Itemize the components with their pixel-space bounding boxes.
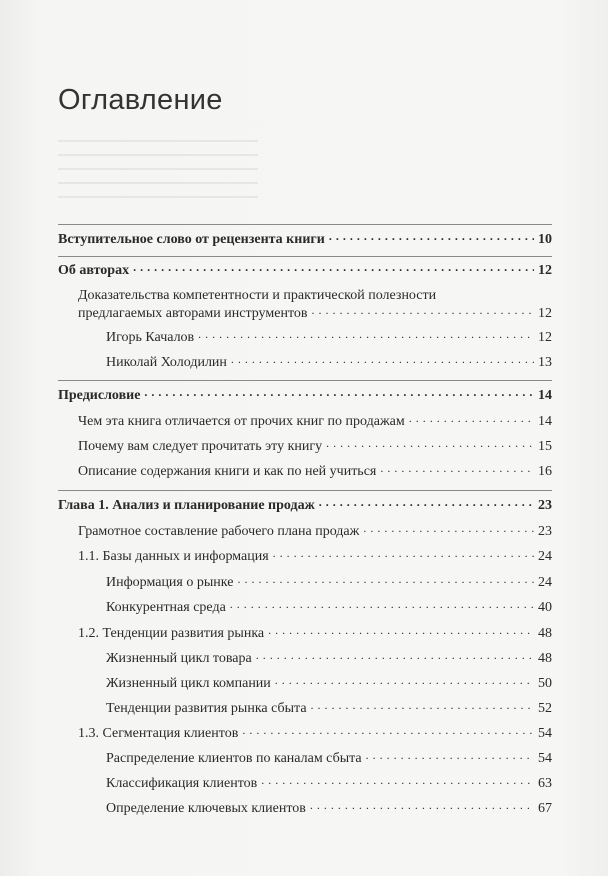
dot-leader xyxy=(311,305,534,317)
dot-leader xyxy=(366,750,534,762)
toc-entry xyxy=(106,574,552,591)
toc-entry-title: Классификация клиентов xyxy=(106,776,258,791)
toc-page-number: 16 xyxy=(538,464,552,479)
toc-entry xyxy=(78,725,552,742)
toc-page-number: 24 xyxy=(538,575,552,590)
toc-entry xyxy=(78,413,552,430)
toc-entry xyxy=(58,497,552,514)
toc-entry-title-line2: предлагаемых авторами инструментов xyxy=(78,306,308,321)
dot-leader xyxy=(329,231,534,243)
bleed-through-text xyxy=(58,140,258,200)
dot-leader xyxy=(237,574,534,586)
divider xyxy=(58,490,552,491)
toc-page-number: 50 xyxy=(538,676,552,691)
toc-page-number: 12 xyxy=(538,263,552,278)
toc-entry-title: 1.1. Базы данных и информация xyxy=(78,549,269,564)
toc-entry-title: Глава 1. Анализ и планирование продаж xyxy=(58,498,315,513)
toc-entry-title: Тенденции развития рынка сбыта xyxy=(106,701,307,716)
toc-entry xyxy=(78,523,552,540)
dot-leader xyxy=(230,599,534,611)
toc-entry xyxy=(106,329,552,346)
dot-leader xyxy=(133,262,534,274)
dot-leader xyxy=(310,800,534,812)
toc-entry-title: 1.3. Сегментация клиентов xyxy=(78,726,239,741)
toc-entry-title: Жизненный цикл товара xyxy=(106,651,252,666)
toc-entry-title: Николай Холодилин xyxy=(106,355,227,370)
page-title: Оглавление xyxy=(58,84,223,116)
toc-page-number: 48 xyxy=(538,651,552,666)
toc-entry xyxy=(58,262,552,279)
toc-entry-title: Игорь Качалов xyxy=(106,330,195,345)
dot-leader xyxy=(363,523,534,535)
toc-page-number: 13 xyxy=(538,355,552,370)
toc-entry-title: 1.2. Тенденции развития рынка xyxy=(78,626,265,641)
toc-entry xyxy=(106,750,552,767)
toc-entry-title: Чем эта книга отличается от прочих книг по продажам xyxy=(78,414,405,429)
toc-entry-title: Распределение клиентов по каналам сбыта xyxy=(106,751,362,766)
toc-entry xyxy=(106,354,552,371)
toc-page-number: 40 xyxy=(538,600,552,615)
toc-entry-title: Грамотное составление рабочего плана продаж xyxy=(78,524,360,539)
toc-page-number: 54 xyxy=(538,726,552,741)
toc-entry xyxy=(106,800,552,817)
toc-page-number: 14 xyxy=(538,388,552,403)
toc-entry-title: Предисловие xyxy=(58,388,141,403)
dot-leader xyxy=(144,387,534,399)
dot-leader xyxy=(242,725,534,737)
divider xyxy=(58,256,552,257)
divider xyxy=(58,224,552,225)
toc-entry xyxy=(78,625,552,642)
toc-entry xyxy=(106,700,552,717)
toc-page-number: 48 xyxy=(538,626,552,641)
toc-page-number: 14 xyxy=(538,414,552,429)
toc-entry-title: Почему вам следует прочитать эту книгу xyxy=(78,439,323,454)
toc-entry-title: Описание содержания книги и как по ней учиться xyxy=(78,464,377,479)
toc-entry-title: Вступительное слово от рецензента книги xyxy=(58,232,325,247)
dot-leader xyxy=(268,625,534,637)
toc-entry xyxy=(58,231,552,248)
toc-page-number: 52 xyxy=(538,701,552,716)
toc-entry xyxy=(106,775,552,792)
toc-entry xyxy=(106,650,552,667)
toc-entry-title: Определение ключевых клиентов xyxy=(106,801,306,816)
toc-entry xyxy=(78,548,552,565)
toc-entry xyxy=(78,438,552,455)
toc-entry xyxy=(78,305,552,322)
toc-entry xyxy=(106,675,552,692)
dot-leader xyxy=(409,413,534,425)
toc-page-number: 10 xyxy=(538,232,552,247)
toc-page-number: 12 xyxy=(538,330,552,345)
dot-leader xyxy=(256,650,534,662)
toc-entry-title: Информация о рынке xyxy=(106,575,234,590)
dot-leader xyxy=(326,438,534,450)
toc-page-number: 23 xyxy=(538,498,552,513)
dot-leader xyxy=(198,329,534,341)
toc-entry-title: Конкурентная среда xyxy=(106,600,226,615)
toc-page-number: 15 xyxy=(538,439,552,454)
dot-leader xyxy=(380,463,534,475)
toc-page-number: 24 xyxy=(538,549,552,564)
dot-leader xyxy=(319,497,534,509)
toc-entry-title: Жизненный цикл компании xyxy=(106,676,271,691)
toc-entry-title: Об авторах xyxy=(58,263,130,278)
divider xyxy=(58,380,552,381)
toc-entry xyxy=(106,599,552,616)
toc-page-number: 54 xyxy=(538,751,552,766)
toc-entry xyxy=(58,387,552,404)
dot-leader xyxy=(311,700,534,712)
dot-leader xyxy=(275,675,534,687)
toc-page-number: 63 xyxy=(538,776,552,791)
dot-leader xyxy=(273,548,534,560)
toc-page-number: 12 xyxy=(538,306,552,321)
toc-page-number: 23 xyxy=(538,524,552,539)
toc-entry-title-line1: Доказательства компетентности и практической полезности xyxy=(78,288,437,303)
toc-page-number: 67 xyxy=(538,801,552,816)
dot-leader xyxy=(261,775,534,787)
toc-entry xyxy=(78,463,552,480)
dot-leader xyxy=(231,354,534,366)
